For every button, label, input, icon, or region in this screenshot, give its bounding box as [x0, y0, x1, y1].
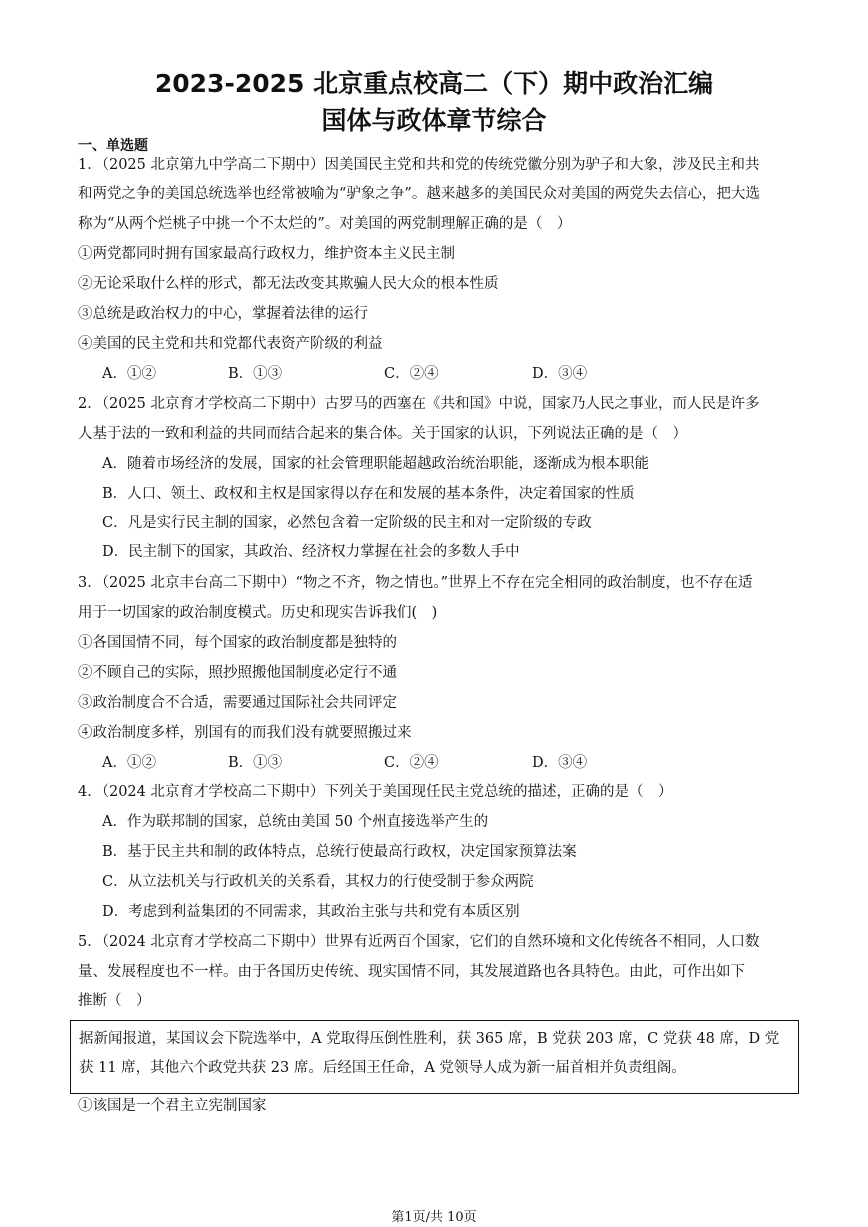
q3-statement: ④政治制度多样，别国有的而我们没有就要照搬过来 — [78, 725, 412, 741]
q1-option-d: D．③④ — [532, 366, 588, 382]
q3-stem-line: 用于一切国家的政治制度模式。历史和现实告诉我们( ) — [78, 605, 438, 621]
q5-stem-line: 推断（ ） — [78, 993, 151, 1009]
document-subtitle: 国体与政体章节综合 — [321, 106, 547, 135]
q4-stem-line: 4．（2024 北京育才学校高二下期中）下列关于美国现任民主党总统的描述，正确的是（ ） — [78, 784, 673, 800]
q1-statement: ④美国的民主党和共和党都代表资产阶级的利益 — [78, 336, 383, 352]
q4-option-d: D．考虑到利益集团的不同需求，其政治主张与共和党有本质区别 — [102, 904, 520, 920]
q5-material-line: 据新闻报道，某国议会下院选举中，A 党取得压倒性胜利，获 365 席，B 党获 203 席，C 党获 48 席，D 党 — [79, 1031, 780, 1047]
q1-stem-line: 和两党之争的美国总统选举也经常被喻为“驴象之争”。越来越多的美国民众对美国的两党失去信心，把大选 — [78, 186, 760, 202]
q4-option-b: B．基于民主共和制的政体特点，总统行使最高行政权，决定国家预算法案 — [102, 844, 577, 860]
q2-stem-line: 2．（2025 北京育才学校高二下期中）古罗马的西塞在《共和国》中说，国家乃人民之事业，而人民是许多 — [78, 396, 760, 412]
q1-option-a: A．①② — [102, 366, 156, 382]
q1-statement: ①两党都同时拥有国家最高行政权力，维护资本主义民主制 — [78, 246, 455, 262]
q3-option-b: B．①③ — [228, 755, 283, 771]
q1-statement: ②无论采取什么样的形式，都无法改变其欺骗人民大众的根本性质 — [78, 276, 499, 292]
q2-option-a: A．随着市场经济的发展，国家的社会管理职能超越政治统治职能，逐渐成为根本职能 — [102, 456, 649, 472]
q1-option-c: C．②④ — [384, 366, 439, 382]
q5-stem-line: 量、发展程度也不一样。由于各国历史传统、现实国情不同，其发展道路也各具特色。由此，可作出如下 — [78, 964, 745, 980]
q3-option-d: D．③④ — [532, 755, 588, 771]
q2-option-b: B．人口、领土、政权和主权是国家得以存在和发展的基本条件，决定着国家的性质 — [102, 486, 635, 502]
q1-statement: ③总统是政治权力的中心，掌握着法律的运行 — [78, 306, 368, 322]
q3-statement: ③政治制度合不合适，需要通过国际社会共同评定 — [78, 695, 397, 711]
q4-option-a: A．作为联邦制的国家，总统由美国 50 个州直接选举产生的 — [102, 814, 489, 830]
page-number: 第1页/共 10页 — [391, 1210, 477, 1225]
q5-material-line: 获 11 席，其他六个政党共获 23 席。后经国王任命，A 党领导人成为新一届首相并负责组阁。 — [79, 1060, 686, 1076]
q5-statement: ①该国是一个君主立宪制国家 — [78, 1098, 267, 1114]
q1-option-b: B．①③ — [228, 366, 283, 382]
q2-option-c: C．凡是实行民主制的国家，必然包含着一定阶级的民主和对一定阶级的专政 — [102, 515, 592, 531]
q5-material-box — [70, 1020, 799, 1094]
q1-stem-line: 称为“从两个烂桃子中挑一个不太烂的”。对美国的两党制理解正确的是（ ） — [78, 216, 572, 232]
q3-option-c: C．②④ — [384, 755, 439, 771]
q2-stem-line: 人基于法的一致和利益的共同而结合起来的集合体。关于国家的认识，下列说法正确的是（ ） — [78, 426, 687, 442]
q4-option-c: C．从立法机关与行政机关的关系看，其权力的行使受制于参众两院 — [102, 874, 534, 890]
q1-stem-line: 1．（2025 北京第九中学高二下期中）因美国民主党和共和党的传统党徽分别为驴子和大象，涉及民主和共 — [78, 157, 760, 173]
q3-stem-line: 3．（2025 北京丰台高二下期中）“物之不齐，物之情也。”世界上不存在完全相同的政治制度，也不存在适 — [78, 575, 753, 591]
q3-option-a: A．①② — [102, 755, 156, 771]
section-heading: 一、单选题 — [78, 138, 148, 154]
q3-statement: ①各国国情不同，每个国家的政治制度都是独特的 — [78, 635, 397, 651]
q3-statement: ②不顾自己的实际，照抄照搬他国制度必定行不通 — [78, 665, 397, 681]
document-title: 2023-2025 北京重点校高二（下）期中政治汇编 — [154, 69, 714, 98]
q5-stem-line: 5．（2024 北京育才学校高二下期中）世界有近两百个国家，它们的自然环境和文化传统各不相同，人口数 — [78, 934, 760, 950]
q2-option-d: D．民主制下的国家，其政治、经济权力掌握在社会的多数人手中 — [102, 544, 520, 560]
